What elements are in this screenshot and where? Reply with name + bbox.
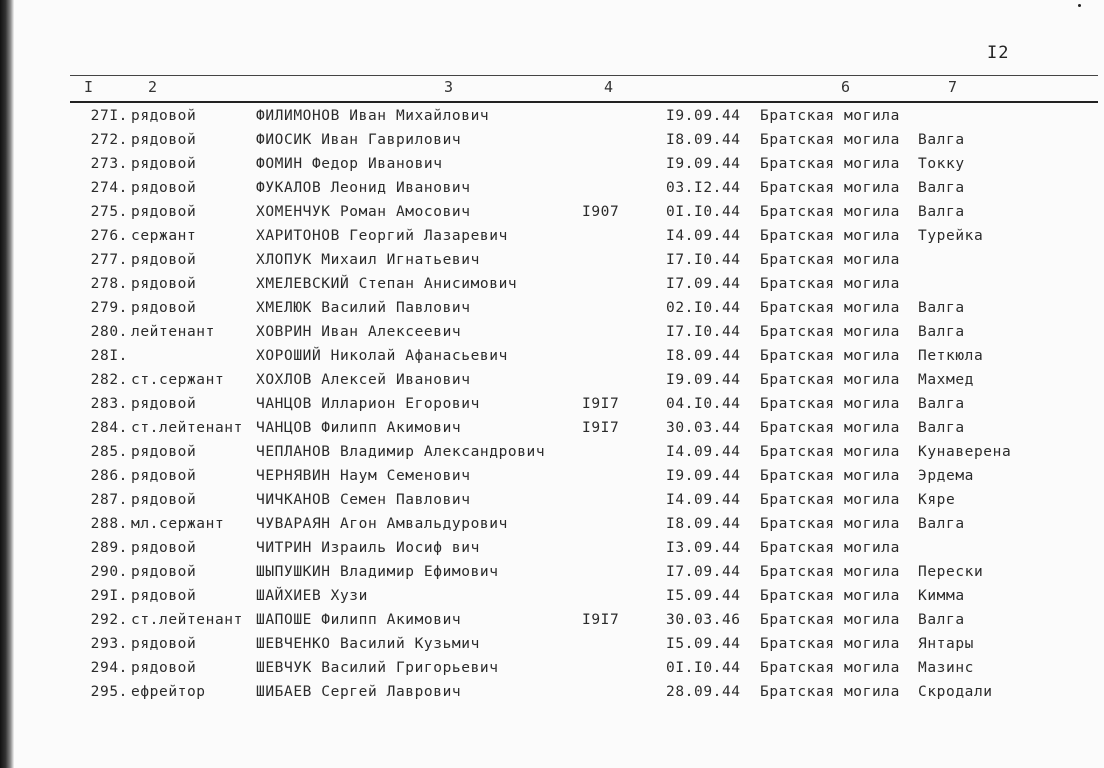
register-row <box>0 297 1104 321</box>
column-header-1: I <box>84 78 94 96</box>
military-rank: рядовой <box>131 180 197 196</box>
full-name: ХОМЕНЧУК Роман Амосович <box>256 204 471 220</box>
burial-type: Братская могила <box>760 396 900 412</box>
full-name: ЧАНЦОВ Илларион Егорович <box>256 396 480 412</box>
burial-place: Кимма <box>918 588 965 604</box>
burial-type: Братская могила <box>760 516 900 532</box>
military-rank: рядовой <box>131 276 197 292</box>
record-number: 289. <box>90 540 128 556</box>
record-number: 286. <box>90 468 128 484</box>
full-name: ФУКАЛОВ Леонид Иванович <box>256 180 471 196</box>
full-name: ФОМИН Федор Иванович <box>256 156 443 172</box>
burial-place: Скродали <box>918 684 993 700</box>
full-name: ХМЕЛЕВСКИЙ Степан Анисимович <box>256 276 518 292</box>
burial-type: Братская могила <box>760 372 900 388</box>
burial-place: Валга <box>918 204 965 220</box>
military-rank: мл.сержант <box>131 516 225 532</box>
burial-type: Братская могила <box>760 108 900 124</box>
military-rank: лейтенант <box>131 324 215 340</box>
full-name: ХОХЛОВ Алексей Иванович <box>256 372 471 388</box>
record-number: 29I. <box>90 588 128 604</box>
register-row <box>0 561 1104 585</box>
record-number: 290. <box>90 564 128 580</box>
birth-year: I9I7 <box>582 420 620 436</box>
birth-year: I907 <box>582 204 620 220</box>
register-row <box>0 465 1104 489</box>
full-name: ХАРИТОНОВ Георгий Лазаревич <box>256 228 508 244</box>
burial-type: Братская могила <box>760 348 900 364</box>
full-name: ЧИЧКАНОВ Семен Павлович <box>256 492 471 508</box>
death-date: I4.09.44 <box>666 228 741 244</box>
burial-place: Токку <box>918 156 965 172</box>
scan-speck <box>1078 4 1081 7</box>
burial-type: Братская могила <box>760 300 900 316</box>
burial-type: Братская могила <box>760 204 900 220</box>
death-date: I5.09.44 <box>666 588 741 604</box>
burial-type: Братская могила <box>760 444 900 460</box>
death-date: I7.I0.44 <box>666 324 741 340</box>
burial-type: Братская могила <box>760 660 900 676</box>
register-row <box>0 417 1104 441</box>
burial-type: Братская могила <box>760 612 900 628</box>
burial-type: Братская могила <box>760 588 900 604</box>
burial-type: Братская могила <box>760 636 900 652</box>
column-header-7: 7 <box>948 78 958 96</box>
full-name: ШЕВЧЕНКО Василий Кузьмич <box>256 636 480 652</box>
full-name: ФИОСИК Иван Гаврилович <box>256 132 462 148</box>
register-row <box>0 609 1104 633</box>
death-date: I7.I0.44 <box>666 252 741 268</box>
military-rank: рядовой <box>131 444 197 460</box>
register-row <box>0 225 1104 249</box>
record-number: 273. <box>90 156 128 172</box>
full-name: ЧУВАРАЯН Агон Амвальдурович <box>256 516 508 532</box>
burial-place: Валга <box>918 516 965 532</box>
burial-type: Братская могила <box>760 420 900 436</box>
register-row <box>0 489 1104 513</box>
death-date: I4.09.44 <box>666 492 741 508</box>
burial-type: Братская могила <box>760 228 900 244</box>
full-name: ХОРОШИЙ Николай Афанасьевич <box>256 348 508 364</box>
military-rank: рядовой <box>131 300 197 316</box>
register-row <box>0 633 1104 657</box>
burial-type: Братская могила <box>760 156 900 172</box>
death-date: 03.I2.44 <box>666 180 741 196</box>
page-number: I2 <box>987 43 1010 63</box>
burial-place: Валга <box>918 180 965 196</box>
military-rank: ст.сержант <box>131 372 225 388</box>
record-number: 285. <box>90 444 128 460</box>
register-row <box>0 273 1104 297</box>
burial-type: Братская могила <box>760 468 900 484</box>
column-header-3: 3 <box>444 78 454 96</box>
military-rank: ефрейтор <box>131 684 206 700</box>
record-number: 276. <box>90 228 128 244</box>
full-name: ЧЕРНЯВИН Наум Семенович <box>256 468 471 484</box>
military-rank: рядовой <box>131 156 197 172</box>
burial-place: Валга <box>918 396 965 412</box>
burial-place: Валга <box>918 420 965 436</box>
military-rank: рядовой <box>131 396 197 412</box>
burial-type: Братская могила <box>760 132 900 148</box>
register-row <box>0 105 1104 129</box>
military-rank: ст.лейтенант <box>131 612 243 628</box>
burial-type: Братская могила <box>760 492 900 508</box>
column-header-6: 6 <box>841 78 851 96</box>
full-name: ХМЕЛЮК Василий Павлович <box>256 300 471 316</box>
header-rule-top <box>70 75 1098 76</box>
death-date: 0I.I0.44 <box>666 204 741 220</box>
military-rank: рядовой <box>131 588 197 604</box>
full-name: ХОВРИН Иван Алексеевич <box>256 324 462 340</box>
military-rank: ст.лейтенант <box>131 420 243 436</box>
register-row <box>0 441 1104 465</box>
burial-type: Братская могила <box>760 324 900 340</box>
burial-type: Братская могила <box>760 252 900 268</box>
record-number: 272. <box>90 132 128 148</box>
burial-place: Мазинс <box>918 660 974 676</box>
burial-type: Братская могила <box>760 564 900 580</box>
military-rank: рядовой <box>131 564 197 580</box>
register-row <box>0 537 1104 561</box>
full-name: ХЛОПУК Михаил Игнатьевич <box>256 252 480 268</box>
column-header-4: 4 <box>604 78 614 96</box>
register-row <box>0 369 1104 393</box>
record-number: 277. <box>90 252 128 268</box>
death-date: I9.09.44 <box>666 108 741 124</box>
full-name: ЧАНЦОВ Филипп Акимович <box>256 420 462 436</box>
register-row <box>0 513 1104 537</box>
burial-type: Братская могила <box>760 180 900 196</box>
death-date: I9.09.44 <box>666 468 741 484</box>
record-number: 287. <box>90 492 128 508</box>
header-rule-bottom <box>70 101 1098 103</box>
burial-place: Эрдема <box>918 468 974 484</box>
death-date: I8.09.44 <box>666 132 741 148</box>
record-number: 288. <box>90 516 128 532</box>
full-name: ШАЙХИЕВ Хузи <box>256 588 368 604</box>
full-name: ЧЕПЛАНОВ Владимир Александрович <box>256 444 546 460</box>
register-row <box>0 153 1104 177</box>
register-row <box>0 585 1104 609</box>
record-number: 279. <box>90 300 128 316</box>
military-rank: рядовой <box>131 204 197 220</box>
register-row <box>0 681 1104 705</box>
burial-place: Турейка <box>918 228 984 244</box>
military-rank: рядовой <box>131 540 197 556</box>
military-rank: рядовой <box>131 660 197 676</box>
burial-place: Кунаверена <box>918 444 1012 460</box>
record-number: 27I. <box>90 108 128 124</box>
death-date: 02.I0.44 <box>666 300 741 316</box>
death-date: I3.09.44 <box>666 540 741 556</box>
full-name: ШИБАЕВ Сергей Лаврович <box>256 684 462 700</box>
record-number: 294. <box>90 660 128 676</box>
death-date: I4.09.44 <box>666 444 741 460</box>
register-row <box>0 129 1104 153</box>
death-date: I5.09.44 <box>666 636 741 652</box>
record-number: 278. <box>90 276 128 292</box>
register-row <box>0 249 1104 273</box>
burial-type: Братская могила <box>760 684 900 700</box>
burial-place: Валга <box>918 324 965 340</box>
register-row <box>0 657 1104 681</box>
full-name: ШЫПУШКИН Владимир Ефимович <box>256 564 499 580</box>
burial-place: Перески <box>918 564 984 580</box>
burial-register-list <box>0 105 1104 705</box>
burial-place: Валга <box>918 132 965 148</box>
birth-year: I9I7 <box>582 396 620 412</box>
register-row <box>0 321 1104 345</box>
register-row <box>0 201 1104 225</box>
death-date: 28.09.44 <box>666 684 741 700</box>
death-date: 0I.I0.44 <box>666 660 741 676</box>
burial-type: Братская могила <box>760 276 900 292</box>
register-row <box>0 177 1104 201</box>
register-row <box>0 345 1104 369</box>
military-rank: рядовой <box>131 492 197 508</box>
record-number: 284. <box>90 420 128 436</box>
column-header-2: 2 <box>148 78 158 96</box>
full-name: ФИЛИМОНОВ Иван Михайлович <box>256 108 490 124</box>
death-date: I7.09.44 <box>666 564 741 580</box>
full-name: ШАПОШЕ Филипп Акимович <box>256 612 462 628</box>
military-rank: сержант <box>131 228 197 244</box>
death-date: 30.03.44 <box>666 420 741 436</box>
full-name: ШЕВЧУК Василий Григорьевич <box>256 660 499 676</box>
military-rank: рядовой <box>131 108 197 124</box>
burial-place: Валга <box>918 300 965 316</box>
military-rank: рядовой <box>131 132 197 148</box>
record-number: 283. <box>90 396 128 412</box>
death-date: I9.09.44 <box>666 372 741 388</box>
birth-year: I9I7 <box>582 612 620 628</box>
record-number: 282. <box>90 372 128 388</box>
burial-place: Янтары <box>918 636 974 652</box>
record-number: 280. <box>90 324 128 340</box>
death-date: I9.09.44 <box>666 156 741 172</box>
record-number: 28I. <box>90 348 128 364</box>
record-number: 295. <box>90 684 128 700</box>
full-name: ЧИТРИН Израиль Иосиф вич <box>256 540 480 556</box>
military-rank: рядовой <box>131 252 197 268</box>
record-number: 292. <box>90 612 128 628</box>
burial-type: Братская могила <box>760 540 900 556</box>
record-number: 274. <box>90 180 128 196</box>
death-date: I8.09.44 <box>666 348 741 364</box>
death-date: I7.09.44 <box>666 276 741 292</box>
military-rank: рядовой <box>131 636 197 652</box>
burial-place: Валга <box>918 612 965 628</box>
military-rank: рядовой <box>131 468 197 484</box>
death-date: 04.I0.44 <box>666 396 741 412</box>
record-number: 275. <box>90 204 128 220</box>
register-row <box>0 393 1104 417</box>
death-date: I8.09.44 <box>666 516 741 532</box>
burial-place: Кяре <box>918 492 956 508</box>
death-date: 30.03.46 <box>666 612 741 628</box>
burial-place: Махмед <box>918 372 974 388</box>
burial-place: Петкюла <box>918 348 984 364</box>
record-number: 293. <box>90 636 128 652</box>
